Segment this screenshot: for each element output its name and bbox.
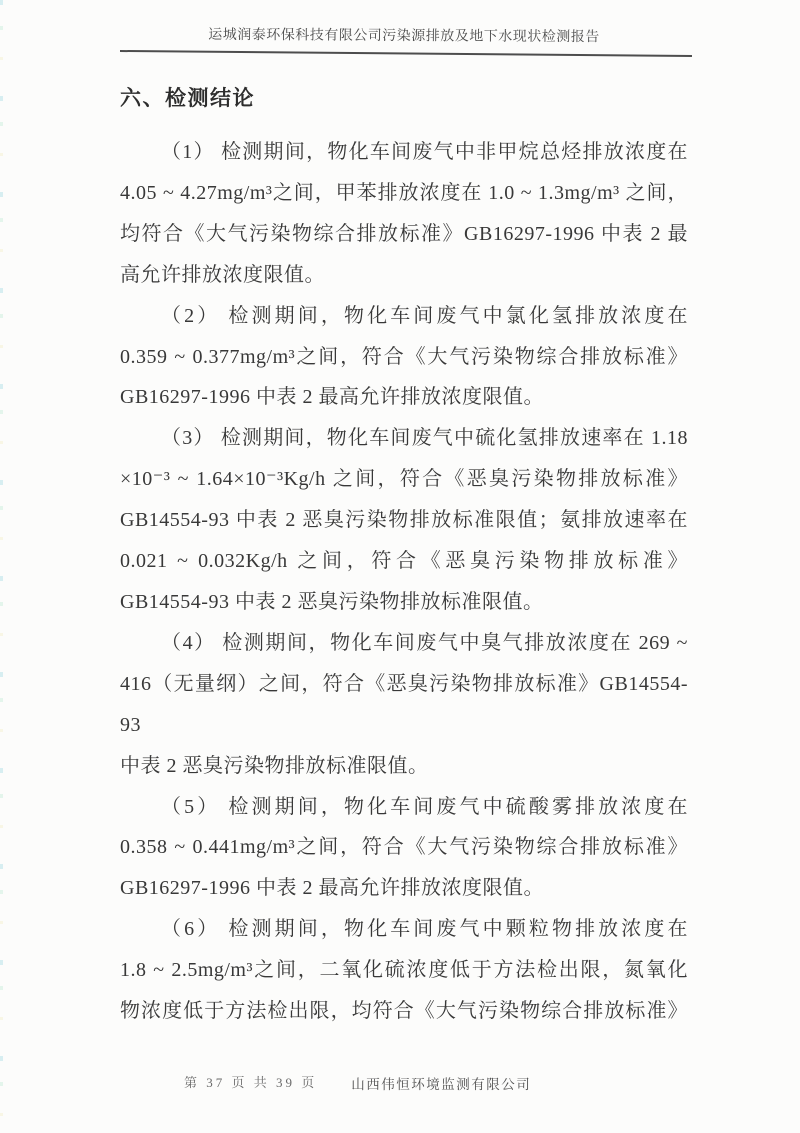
- paragraph-line: 高允许排放浓度限值。: [120, 263, 325, 286]
- paragraph-line: （5） 检测期间，物化车间废气中硫酸雾排放浓度在: [161, 795, 688, 818]
- paragraph-line: （1） 检测期间，物化车间废气中非甲烷总烃排放浓度在: [161, 141, 688, 163]
- paragraph-line: GB14554-93 中表 2 恶臭污染物排放标准限值。: [120, 590, 544, 613]
- paragraph-line: （4） 检测期间，物化车间废气中臭气排放浓度在 269 ~: [161, 631, 688, 654]
- paragraph-conclusion-4: [120, 623, 688, 787]
- footer-company: 山西伟恒环境监测有限公司: [351, 1076, 532, 1092]
- paragraph-conclusion-6: [120, 909, 688, 1032]
- paragraph-line: （2） 检测期间，物化车间废气中氯化氢排放浓度在: [161, 304, 688, 327]
- header-rule: [120, 50, 692, 57]
- paragraph-line: 中表 2 恶臭污染物排放标准限值。: [120, 754, 429, 777]
- paragraph-line: GB16297-1996 中表 2 最高允许排放浓度限值。: [120, 877, 544, 900]
- paragraph-line: GB16297-1996 中表 2 最高允许排放浓度限值。: [120, 386, 544, 409]
- paragraph-line: （6） 检测期间，物化车间废气中颗粒物排放浓度在: [161, 918, 688, 941]
- footer-page-number: 第 37 页 共 39 页: [184, 1074, 318, 1090]
- paragraph-line: （3） 检测期间，物化车间废气中硫化氢排放速率在 1.18: [161, 427, 688, 450]
- paragraph-conclusion-1: [120, 132, 688, 296]
- paragraph-line: 4.05 ~ 4.27mg/m³之间，甲苯排放浓度在 1.0 ~ 1.3mg/m³ 之间，: [120, 181, 688, 204]
- report-header-title: 运城润泰环保科技有限公司污染源排放及地下水现状检测报告: [208, 27, 600, 46]
- page-content: [120, 0, 688, 1091]
- paragraph-line: 416（无量纲）之间，符合《恶臭污染物排放标准》GB14554-93: [120, 672, 688, 736]
- page-footer: [120, 1071, 688, 1091]
- paragraph-line: GB14554-93 中表 2 恶臭污染物排放标准限值；氨排放速率在: [120, 509, 688, 532]
- paragraph-conclusion-5: [120, 787, 688, 910]
- paragraph-conclusion-3: [120, 418, 688, 623]
- paragraph-conclusion-2: [120, 296, 688, 419]
- paragraph-line: 均符合《大气污染物综合排放标准》GB16297-1996 中表 2 最: [120, 222, 688, 245]
- paragraph-line: 0.358 ~ 0.441mg/m³之间，符合《大气污染物综合排放标准》: [120, 836, 688, 859]
- paragraph-line: 1.8 ~ 2.5mg/m³之间，二氧化硫浓度低于方法检出限，氮氧化: [120, 959, 688, 982]
- report-body: [120, 132, 688, 1032]
- paragraph-line: 物浓度低于方法检出限，均符合《大气污染物综合排放标准》: [120, 1000, 688, 1023]
- paragraph-line: ×10⁻³ ~ 1.64×10⁻³Kg/h 之间，符合《恶臭污染物排放标准》: [120, 468, 688, 491]
- section-title: 六、检测结论: [120, 86, 255, 110]
- scan-edge-artifact: [0, 0, 3, 1133]
- report-header: [120, 27, 688, 52]
- paragraph-line: 0.021 ~ 0.032Kg/h 之间，符合《恶臭污染物排放标准》: [120, 550, 688, 573]
- paragraph-line: 0.359 ~ 0.377mg/m³之间，符合《大气污染物综合排放标准》: [120, 345, 688, 368]
